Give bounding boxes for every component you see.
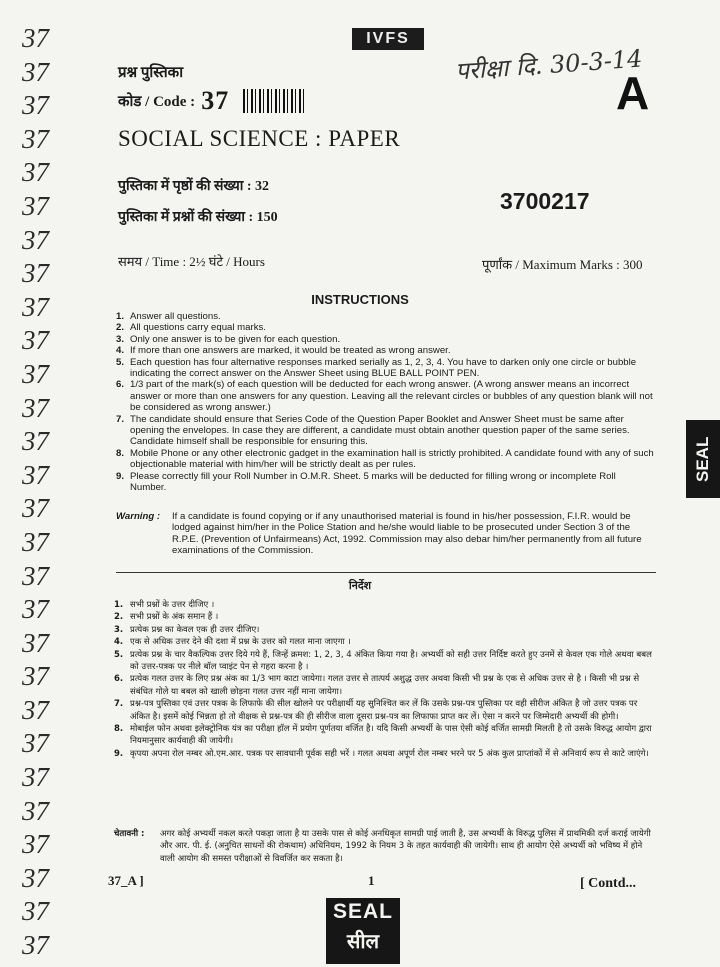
hindi-instruction-item (114, 748, 656, 760)
hindi-instruction-item (114, 723, 656, 748)
instruction-item (116, 471, 654, 494)
hindi-instructions-title: निर्देश (348, 579, 372, 592)
instruction-item (116, 322, 654, 333)
warning-text: If a candidate is found copying or if any unauthorised material is found in his/her possession, F.I.R. would be lodged against him/her in the Police Station and he/she would liable to be prosecuted under Section 3 of the R.P.E. (Prevention of Unfairmeans) Act, 1992. Commission may also debar him/her permanently from all future examinations of the Commission. (172, 511, 642, 557)
hindi-instruction-number: 9. (114, 748, 124, 759)
hindi-instruction-number: 2. (114, 612, 124, 623)
warning-block (116, 511, 654, 557)
margin-series-code: 37 (22, 493, 49, 524)
margin-series-code: 37 (22, 90, 49, 121)
hindi-warning-label: चेतावनी : (114, 829, 145, 839)
instruction-text: All questions carry equal marks. (130, 322, 266, 334)
instruction-item (116, 357, 654, 380)
margin-series-code: 37 (22, 930, 49, 961)
margin-series-column (22, 22, 72, 963)
instruction-item (116, 379, 654, 413)
hindi-instruction-number: 8. (114, 724, 124, 735)
margin-series-code: 37 (22, 694, 49, 725)
instruction-item (116, 345, 654, 356)
time-allowed: समय / Time : 2½ घंटे / Hours (118, 254, 265, 269)
maximum-marks: पूर्णांक / Maximum Marks : 300 (482, 257, 643, 272)
seal-english: SEAL (332, 900, 393, 923)
instruction-item (116, 334, 654, 345)
hindi-instruction-text: प्रत्येक प्रश्न का केवल एक ही उत्तर दीजिए। (130, 624, 260, 635)
hindi-instruction-number: 5. (114, 649, 124, 660)
margin-series-code: 37 (22, 661, 49, 692)
instruction-text: Each question has four alternative responses marked serially as 1, 2, 3, 4. You have to darken only one circle or bubble indicating the correct answer on the Answer Sheet using BLUE BALL POINT PEN. (130, 356, 637, 380)
hindi-instructions-list (114, 599, 656, 760)
margin-series-code: 37 (22, 560, 49, 591)
code-row (118, 86, 307, 116)
instruction-text: The candidate should ensure that Series Code of the Question Paper Booklet and Answer Sheet must be same after opening the envelopes. In case they are different, a candidate must obtain another question paper of the same series. Candidate himself shall be responsible for ensuring this. (130, 413, 630, 448)
hindi-warning-text: अगर कोई अभ्यर्थी नकल करते पकड़ा जाता है या उसके पास से कोई अनधिकृत सामग्री पाई जाती है, उस अभ्यर्थी के विरुद्ध पुलिस में प्राथमिकी दर्ज कराई जायेगी और आर. पी. ई. (अनुचित साधनों की रोकथाम) अधिनियम, 1992 के नियम 3 के तहत कार्यवाही की जायेगी। साथ ही आयोग ऐसे अभ्यर्थी को भविष्य में होने वाली आयोग की समस्त परीक्षाओं से विवर्जित कर सकता है। (160, 829, 651, 864)
margin-series-code: 37 (22, 896, 49, 927)
page-number: 1 (368, 873, 375, 888)
hindi-instruction-item (114, 698, 656, 723)
instruction-text: Only one answer is to be given for each question. (130, 333, 341, 345)
handwritten-date-note: परीक्षा दि. 30-3-14 (454, 44, 644, 86)
margin-series-code: 37 (22, 157, 49, 188)
hindi-instruction-item (114, 636, 656, 648)
hindi-instruction-text: मोबाईल फोन अथवा इलेक्ट्रोनिक यंत्र का परीक्षा हॉल में प्रयोग पूर्णतया वर्जित है। यदि किसी अभ्यर्थी के पास ऐसी कोई वर्जित सामग्री मिलती है तो उसके विरुद्ध आयोग द्वारा नियमानुसार कार्यवाही की जायेगी। (130, 724, 652, 747)
instruction-text: Mobile Phone or any other electronic gadget in the examination hall is strictly prohibited. A candidate found with any of such objectionable material with him/her will be strictly dealt as per rules. (130, 447, 654, 471)
series-letter: A (616, 67, 650, 119)
hindi-instruction-text: कृपया अपना रोल नम्बर ओ.एम.आर. पत्रक पर सावधानी पूर्वक सही भरें । गलत अथवा अपूर्ण रोल नम्बर भरने पर 5 अंक कुल प्राप्तांकों में से अनिवार्य रूप से काटे जाएंगे। (130, 748, 649, 759)
code-value: 37 (201, 86, 230, 115)
margin-series-code: 37 (22, 291, 49, 322)
barcode-icon (243, 89, 307, 113)
hindi-instruction-number: 4. (114, 637, 124, 648)
continued-label: [ Contd... (580, 876, 637, 891)
margin-series-code: 37 (22, 224, 49, 255)
margin-series-code: 37 (22, 862, 49, 893)
instructions-list (116, 311, 654, 494)
instruction-text: Answer all questions. (130, 311, 221, 322)
hindi-instruction-text: एक से अधिक उत्तर देने की दशा में प्रश्न के उत्तर को गलत माना जाएगा । (130, 637, 351, 648)
margin-series-code: 37 (22, 426, 49, 457)
instruction-number: 7. (116, 413, 125, 425)
margin-series-code: 37 (22, 829, 49, 860)
hindi-instruction-item (114, 649, 656, 674)
margin-series-code: 37 (22, 627, 49, 658)
margin-series-code: 37 (22, 23, 49, 53)
hindi-instruction-text: प्रश्न-पत्र पुस्तिका एवं उत्तर पत्रक के लिफाफे की सील खोलने पर परीक्षार्थी यह सुनिश्चित कर लें कि उसके प्रश्न-पत्र पुस्तिका पर वही सीरीज अंकित है जो उत्तर पत्रक पर अंकित है। इसमें कोई भिन्नता हो तो वीक्षक से प्रश्न-पत्र की ही सीरीज वाला दूसरा प्रश्न-पत्र का लिफाफा प्राप्त कर लें। ऐसा न करने पर जिम्मेदारी अभ्यर्थी की होगी। (130, 699, 638, 722)
hindi-instruction-item (114, 599, 656, 611)
seal-hindi: सील (346, 929, 380, 953)
margin-series-code: 37 (22, 190, 49, 221)
subject-title: SOCIAL SCIENCE : PAPER (118, 126, 401, 151)
footer-code: 37_A ] (108, 873, 144, 888)
hindi-instruction-item (114, 624, 656, 636)
top-label: IVFS (352, 28, 424, 50)
instruction-item (116, 414, 654, 448)
instruction-number: 9. (116, 470, 125, 482)
hindi-instruction-text: सभी प्रश्नों के अंक समान हैं । (130, 612, 219, 623)
margin-series-code: 37 (22, 762, 49, 793)
margin-series-code: 37 (22, 56, 49, 87)
margin-series-code: 37 (22, 526, 49, 557)
instruction-item (116, 311, 654, 322)
hindi-instruction-number: 7. (114, 699, 124, 710)
hindi-instruction-number: 1. (114, 600, 124, 610)
booklet-label: प्रश्न पुस्तिका (118, 65, 184, 81)
question-count: पुस्तिका में प्रश्नों की संख्या : 150 (118, 210, 278, 225)
instruction-number: 8. (116, 447, 125, 459)
page-count: पुस्तिका में पृष्ठों की संख्या : 32 (118, 179, 270, 194)
side-seal-stamp: SEAL (686, 420, 720, 498)
bottom-seal-stamp (326, 898, 400, 964)
margin-series-code: 37 (22, 594, 49, 625)
instruction-text: Please correctly fill your Roll Number in O.M.R. Sheet. 5 marks will be deducted for filling wrong or incomplete Roll Number. (130, 470, 616, 494)
instruction-number: 5. (116, 356, 125, 368)
margin-series-code: 37 (22, 358, 49, 389)
hindi-instruction-text: सभी प्रश्नों के उत्तर दीजिए । (130, 600, 215, 610)
instruction-number: 2. (116, 322, 125, 334)
margin-series-code: 37 (22, 728, 49, 759)
hindi-instruction-text: प्रत्येक प्रश्न के चार वैकल्पिक उत्तर दिये गये हैं, जिन्हें क्रमश: 1, 2, 3, 4 अंकित किया गया है। अभ्यर्थी को सही उत्तर निर्दिष्ट करते हुए उनमें से केवल एक गोले अथवा बबल को उत्तर-पत्रक पर नीले बॉल प्वाइंट पेन से गहरा करना है । (130, 649, 652, 673)
hindi-instruction-text: प्रत्येक गलत उत्तर के लिए प्रश्न अंक का 1/3 भाग काटा जायेगा। गलत उत्तर से तात्पर्य अशुद्ध उत्तर अथवा किसी भी प्रश्न के एक से अधिक उत्तर से है । किसी भी प्रश्न से संबंधित गोले या बबल को खाली छोड़ना गलत उत्तर नहीं माना जायेगा। (130, 674, 640, 697)
margin-series-code: 37 (22, 459, 49, 490)
margin-series-code: 37 (22, 325, 49, 356)
margin-series-code: 37 (22, 392, 49, 423)
instruction-item (116, 448, 654, 471)
code-label: कोड / Code : (118, 94, 196, 110)
margin-series-code: 37 (22, 258, 49, 289)
hindi-instruction-number: 3. (114, 624, 124, 635)
serial-number: 3700217 (500, 188, 590, 214)
warning-label: Warning : (116, 511, 161, 522)
instruction-number: 3. (116, 333, 125, 345)
instruction-text: If more than one answers are marked, it would be treated as wrong answer. (130, 345, 451, 357)
hindi-instruction-item (114, 611, 656, 623)
margin-series-code: 37 (22, 795, 49, 826)
instruction-number: 4. (116, 345, 125, 357)
instructions-title: INSTRUCTIONS (311, 292, 409, 307)
section-divider (116, 572, 656, 573)
instruction-text: 1/3 part of the mark(s) of each question will be deducted for each wrong answer. (A wrong answer means an incorrect answer or more than one answers for any question. Leaving all the relevant circles or bubbles of any question blank will not be considered as wrong answer.) (130, 379, 653, 414)
hindi-instruction-number: 6. (114, 674, 124, 685)
instruction-number: 6. (116, 379, 125, 391)
hindi-warning-block (114, 828, 656, 865)
hindi-instruction-item (114, 673, 656, 698)
instruction-number: 1. (116, 311, 125, 322)
margin-series-code: 37 (22, 123, 49, 154)
